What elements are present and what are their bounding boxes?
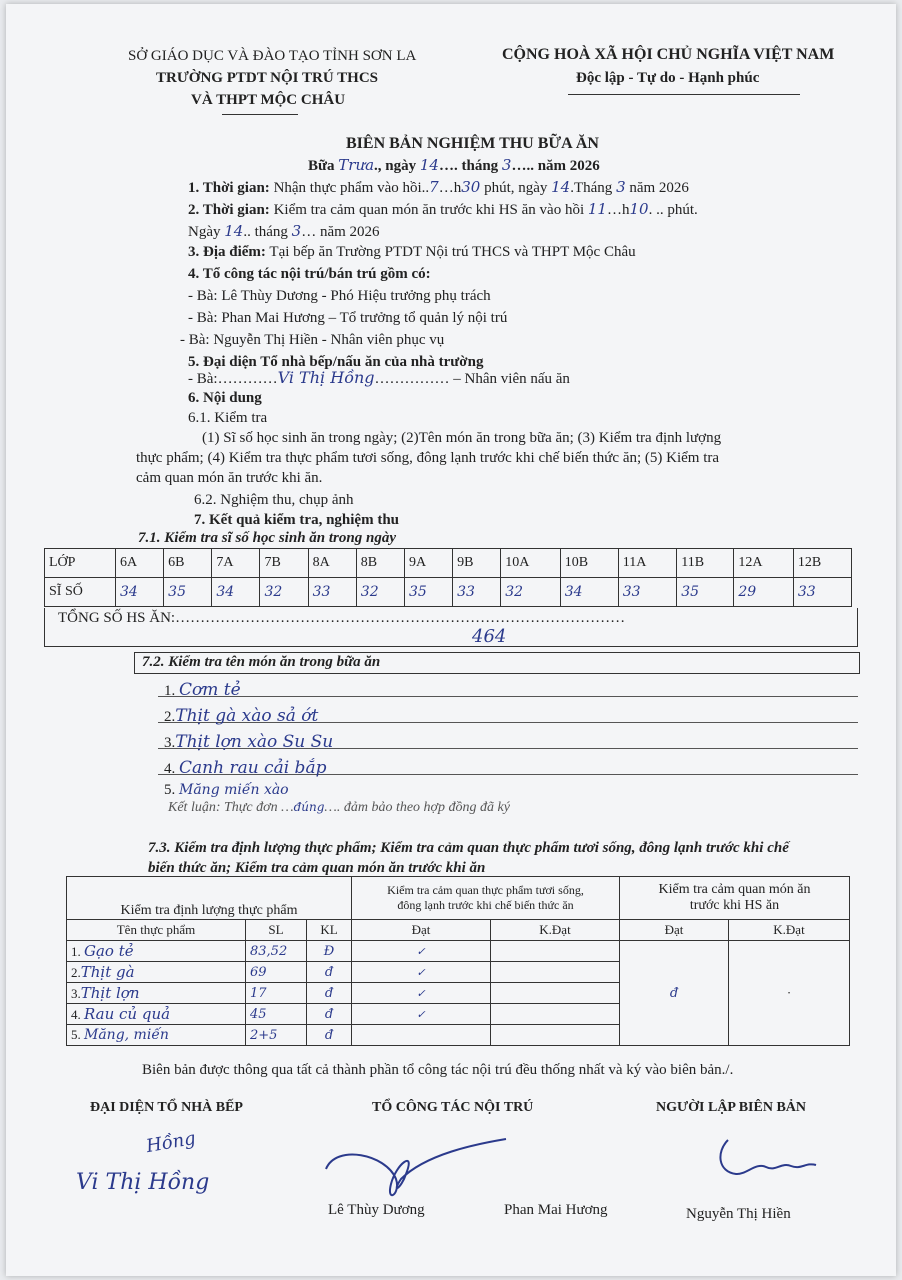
food-kl: đ (307, 962, 352, 983)
section-5-title: 5. Đại diện Tổ nhà bếp/nấu ăn của nhà trường (188, 354, 484, 370)
count-cell: 34 (212, 578, 260, 607)
meal-month: 3 (501, 156, 512, 174)
class-cell: 10A (501, 549, 560, 578)
h-kdat2: K.Đạt (729, 920, 850, 941)
country-name: CỘNG HOÀ XÃ HỘI CHỦ NGHĨA VIỆT NAM (502, 46, 835, 63)
doc-title: BIÊN BẢN NGHIỆM THU BỮA ĂN (346, 135, 599, 152)
dept-name: SỞ GIÁO DỤC VÀ ĐÀO TẠO TỈNH SƠN LA (128, 48, 417, 64)
conclusion-value: đúng (293, 800, 325, 814)
total-value: 464 (472, 626, 507, 647)
dish-line (158, 696, 858, 697)
section-3: 3. Địa điểm: Tại bếp ăn Trường PTDT Nội trú THCS và THPT Mộc Châu (188, 244, 636, 260)
count-cell: 35 (677, 578, 734, 607)
signer-name-2: Phan Mai Hương (504, 1202, 608, 1218)
content-line-1: (1) Sĩ số học sinh ăn trong ngày; (2)Tên món ăn trong bữa ăn; (3) Kiểm tra định lượng (202, 430, 722, 446)
class-cell: 9A (404, 549, 452, 578)
header-left-underline (222, 114, 298, 115)
member-3: - Bà: Nguyễn Thị Hiền - Nhân viên phục vụ (180, 332, 445, 348)
sub-7-3-line1: 7.3. Kiểm tra định lượng thực phẩm; Kiểm tra cảm quan thực phẩm tươi sống, đông lạnh trước khi chế (148, 840, 789, 856)
recorder-signature-icon (706, 1132, 826, 1192)
food-kl: đ (307, 983, 352, 1004)
section-2: 2. Thời gian: Kiểm tra cảm quan món ăn trước khi HS ăn vào hồi 11…h10. .. phút. (188, 200, 698, 218)
sub-7-1: 7.1. Kiểm tra sĩ số học sinh ăn trong ngày (138, 530, 396, 546)
motto: Độc lập - Tự do - Hạnh phúc (576, 70, 760, 86)
food-name-cell: 3.Thịt lợn (67, 983, 246, 1004)
count-row (45, 578, 852, 607)
food-name-cell: 4. Rau củ quả (67, 1004, 246, 1025)
dish-dat: đ (620, 941, 729, 1046)
sub-7-2: 7.2. Kiểm tra tên món ăn trong bữa ăn (142, 654, 381, 670)
class-cell: 11B (677, 549, 734, 578)
header-dish-check: Kiểm tra cảm quan món ăn trước khi HS ăn (620, 877, 850, 920)
food-kdat (491, 962, 620, 983)
class-cell: 8B (356, 549, 404, 578)
food-dat: ✓ (352, 962, 491, 983)
count-cell: 35 (164, 578, 212, 607)
sig-title-kitchen: ĐẠI DIỆN TỔ NHÀ BẾP (90, 1100, 243, 1115)
header-right-underline (568, 94, 800, 95)
food-name-cell: 5. Măng, miến (67, 1025, 246, 1046)
h-sl: SL (246, 920, 307, 941)
section-1: 1. Thời gian: Nhận thực phẩm vào hồi..7…h30 phút, ngày 14.Tháng 3 năm 2026 (188, 178, 689, 196)
class-cell: 11A (618, 549, 677, 578)
count-cell: 32 (260, 578, 308, 607)
meal-value: Trưa (338, 156, 375, 174)
dish-item: 3.Thịt lợn xào Su Su (164, 732, 334, 752)
sig-title-recorder: NGƯỜI LẬP BIÊN BẢN (656, 1100, 807, 1115)
food-sl: 17 (246, 983, 307, 1004)
dish-kdat: · (729, 941, 850, 1046)
dish-item: 4. Canh rau cải bắp (164, 758, 327, 778)
signer-name-3: Nguyễn Thị Hiền (686, 1206, 791, 1222)
class-cell: 7A (212, 549, 260, 578)
count-cell: 33 (618, 578, 677, 607)
member-1: - Bà: Lê Thùy Dương - Phó Hiệu trưởng phụ trách (188, 288, 491, 304)
signer-name-1: Lê Thùy Dương (328, 1202, 425, 1218)
dish-item: 2.Thịt gà xào sả ớt (164, 706, 319, 726)
food-sl: 45 (246, 1004, 307, 1025)
member-2: - Bà: Phan Mai Hương – Tổ trưởng tổ quản lý nội trú (188, 310, 508, 326)
class-count-table (44, 548, 852, 607)
section-2-date: Ngày 14.. tháng 3… năm 2026 (188, 222, 380, 240)
food-sl: 2+5 (246, 1025, 307, 1046)
food-kdat (491, 1004, 620, 1025)
meal-day: 14 (419, 156, 439, 174)
h-name: Tên thực phẩm (67, 920, 246, 941)
h-dat: Đạt (352, 920, 491, 941)
h-kl: KL (307, 920, 352, 941)
header-fresh-check: Kiểm tra cảm quan thực phẩm tươi sống, đông lạnh trước khi chế biến thức ăn (352, 877, 620, 920)
conclusion-line: Kết luận: Thực đơn …đúng…. đảm bảo theo hợp đồng đã ký (168, 800, 510, 815)
closing-statement: Biên bản được thông qua tất cả thành phần tổ công tác nội trú đều thống nhất và ký vào biên bản./. (142, 1062, 734, 1078)
food-row (67, 941, 850, 962)
food-kl: đ (307, 1025, 352, 1046)
school-name-line2: VÀ THPT MỘC CHÂU (191, 92, 346, 108)
class-cell: 7B (260, 549, 308, 578)
section-4-title: 4. Tổ công tác nội trú/bán trú gồm có: (188, 266, 431, 282)
class-cell: 6A (116, 549, 164, 578)
food-name-cell: 1. Gạo tẻ (67, 941, 246, 962)
section-6-title: 6. Nội dung (188, 390, 262, 406)
class-cell: 10B (560, 549, 618, 578)
class-cell: 6B (164, 549, 212, 578)
food-dat: ✓ (352, 983, 491, 1004)
h-dat2: Đạt (620, 920, 729, 941)
dish-item: 5. Măng miến xào (164, 782, 289, 798)
class-row-label: LỚP (45, 549, 116, 578)
count-cell: 33 (308, 578, 356, 607)
document-page (6, 4, 896, 1276)
food-kdat (491, 983, 620, 1004)
total-label: TỔNG SỐ HS ĂN:……………………………………………………………………………… (58, 610, 626, 626)
school-name-line1: TRƯỜNG PTDT NỘI TRÚ THCS (156, 70, 378, 86)
count-cell: 33 (793, 578, 851, 607)
sig-title-committee: TỔ CÔNG TÁC NỘI TRÚ (372, 1100, 534, 1115)
section-7-title: 7. Kết quả kiểm tra, nghiệm thu (194, 512, 400, 528)
class-cell: 12A (734, 549, 793, 578)
food-name-cell: 2.Thịt gà (67, 962, 246, 983)
class-cell: 8A (308, 549, 356, 578)
count-cell: 34 (560, 578, 618, 607)
food-dat: ✓ (352, 941, 491, 962)
cook-line: - Bà:…………Vi Thị Hồng…………… – Nhân viên nấu ăn (188, 368, 570, 387)
food-table-subheader-row (67, 920, 850, 941)
food-table-header-row (67, 877, 850, 920)
count-row-label: SĨ SỐ (45, 578, 116, 607)
food-check-table (66, 876, 850, 1046)
sub-7-3-line2: biến thức ăn; Kiểm tra cảm quan món ăn trước khi ăn (148, 860, 486, 876)
food-dat (352, 1025, 491, 1046)
count-cell: 34 (116, 578, 164, 607)
food-sl: 69 (246, 962, 307, 983)
count-cell: 33 (453, 578, 501, 607)
food-dat: ✓ (352, 1004, 491, 1025)
food-sl: 83,52 (246, 941, 307, 962)
food-kl: Đ (307, 941, 352, 962)
food-kdat (491, 1025, 620, 1046)
class-row (45, 549, 852, 578)
count-cell: 29 (734, 578, 793, 607)
class-cell: 9B (453, 549, 501, 578)
class-cell: 12B (793, 549, 851, 578)
sub-6-2: 6.2. Nghiệm thu, chụp ảnh (194, 492, 354, 508)
count-cell: 32 (356, 578, 404, 607)
count-cell: 32 (501, 578, 560, 607)
content-line-3: cảm quan món ăn trước khi ăn. (136, 470, 323, 486)
dish-item: 1. Cơm tẻ (164, 680, 241, 700)
cook-name: Vi Thị Hồng (277, 368, 375, 387)
content-line-2: thực phẩm; (4) Kiểm tra thực phẩm tươi sống, đông lạnh trước khi chế biến thức ăn; (5) Kiểm tra (136, 450, 720, 466)
food-kl: đ (307, 1004, 352, 1025)
kitchen-signature-2: Vi Thị Hồng (76, 1170, 210, 1195)
h-kdat: K.Đạt (491, 920, 620, 941)
meal-line: Bữa Trưa., ngày 14…. tháng 3….. năm 2026 (308, 156, 600, 174)
food-kdat (491, 941, 620, 962)
count-cell: 35 (404, 578, 452, 607)
header-quantity: Kiểm tra định lượng thực phẩm (67, 877, 352, 920)
kitchen-signature-1: Hồng (144, 1127, 198, 1158)
sub-6-1: 6.1. Kiểm tra (188, 410, 268, 426)
